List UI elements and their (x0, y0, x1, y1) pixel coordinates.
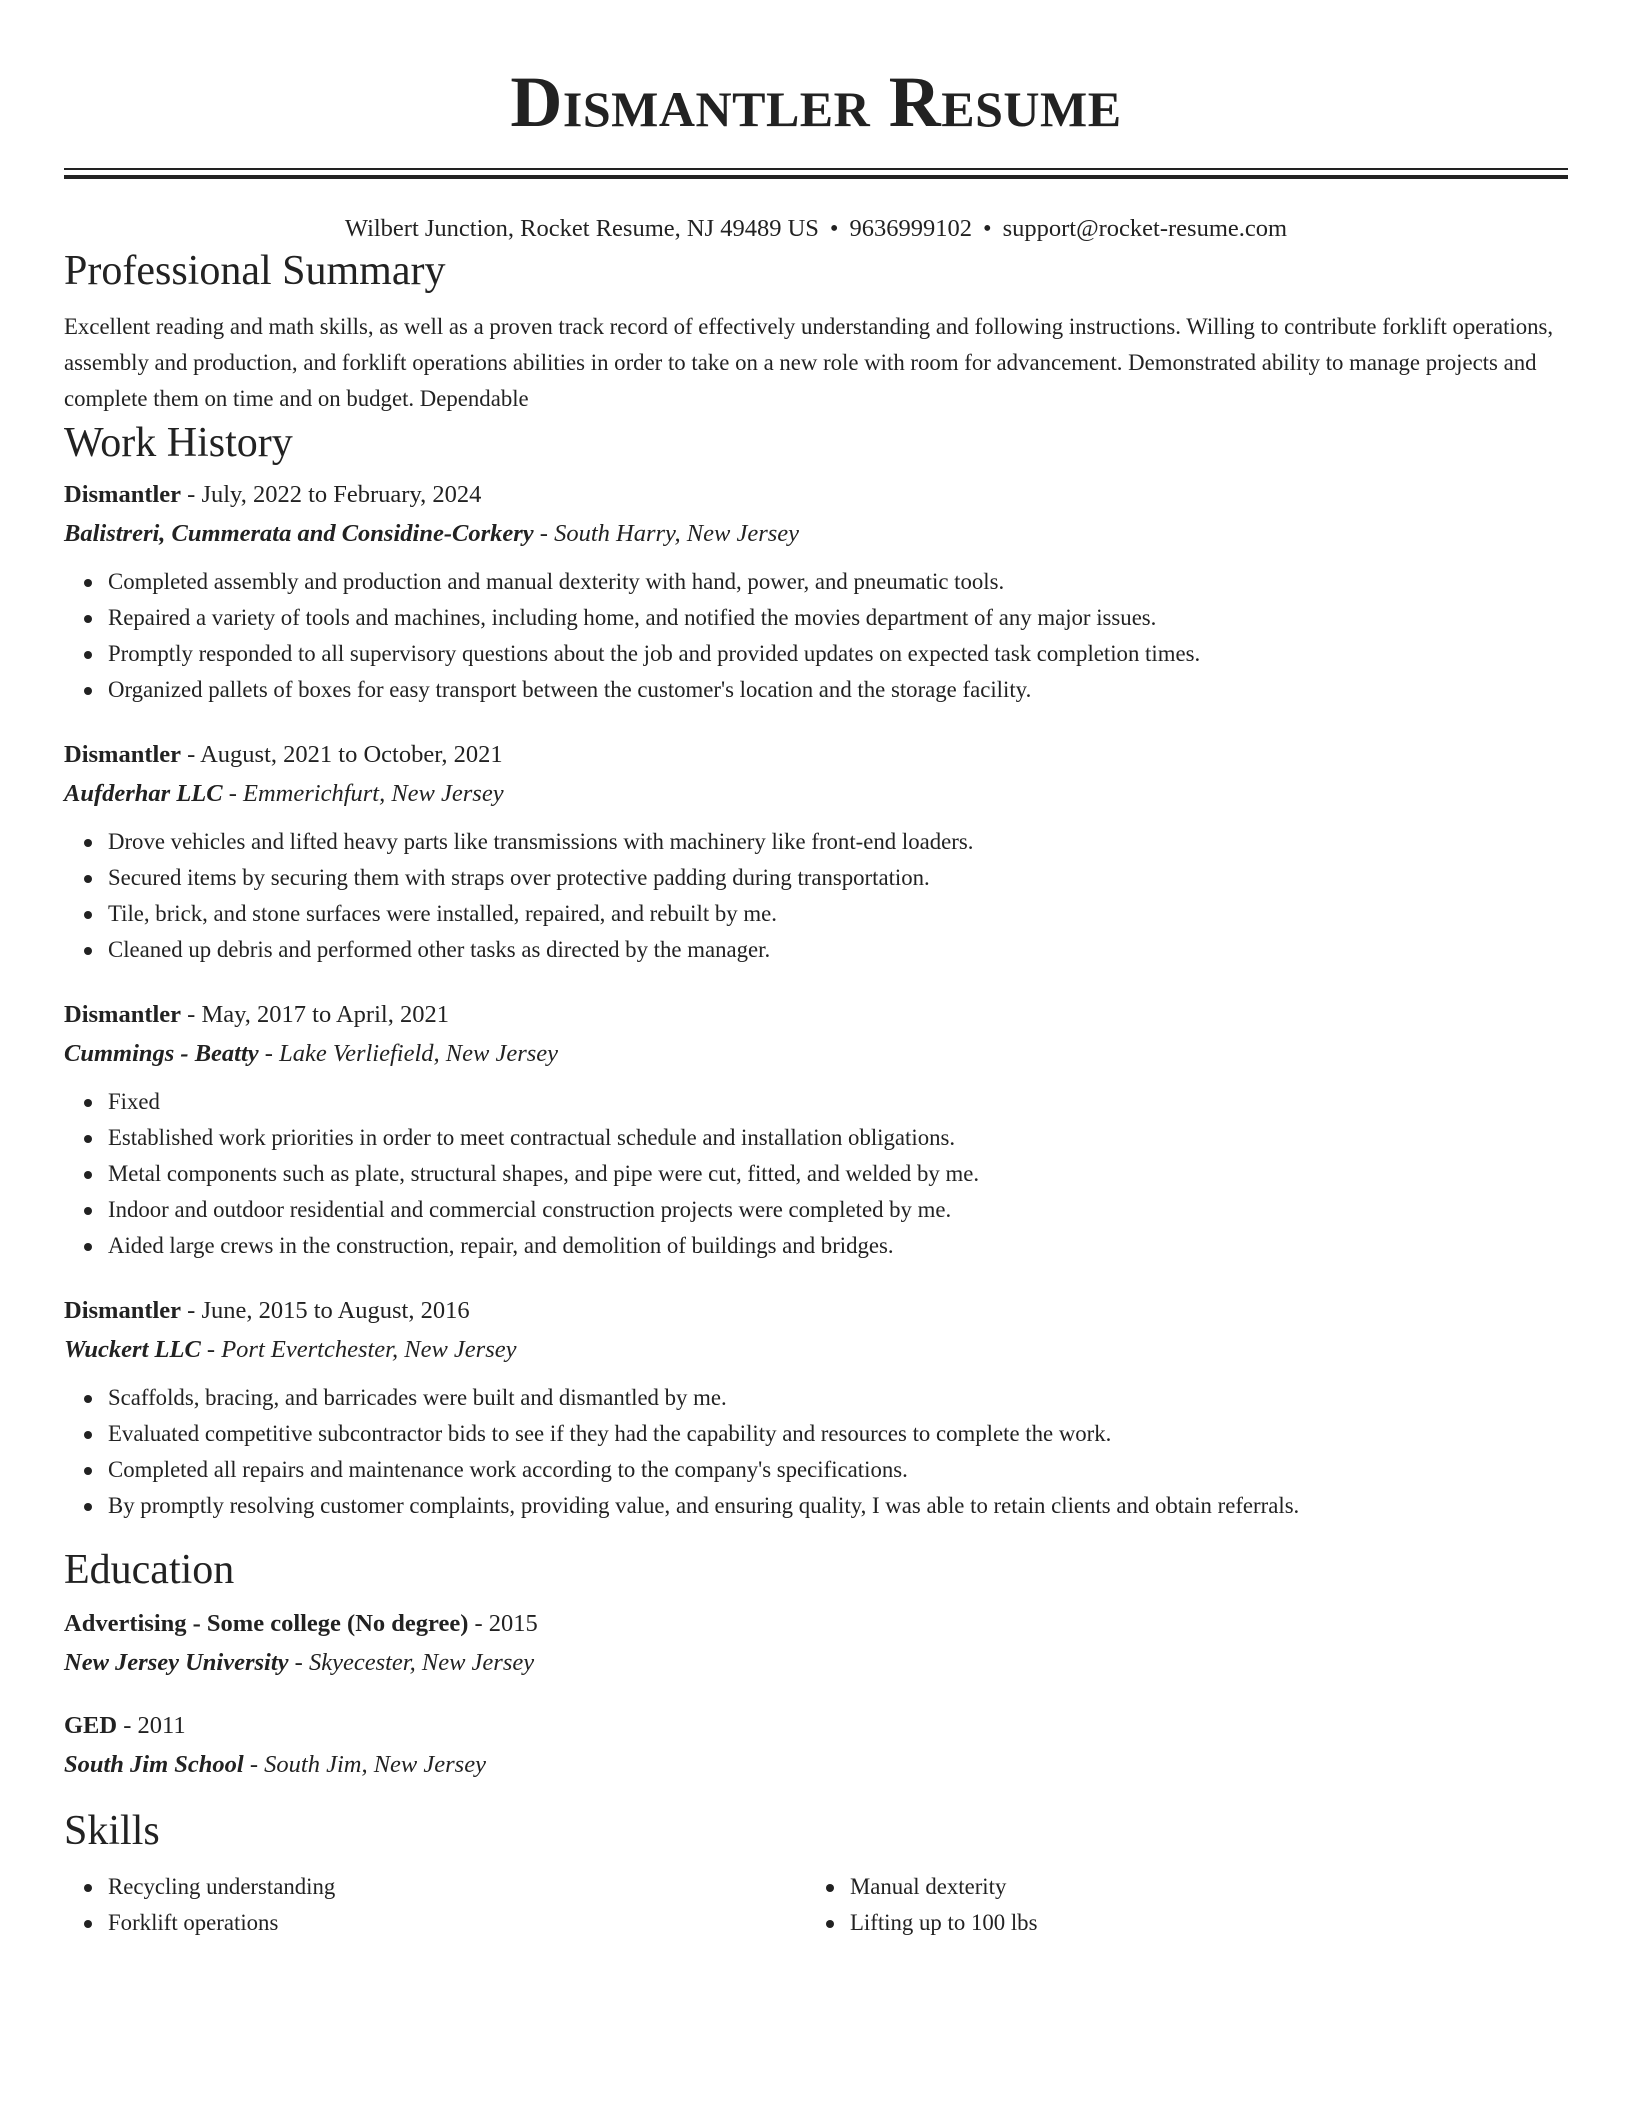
job-bullets (64, 824, 1568, 968)
resume-page (64, 0, 1568, 1941)
job-bullets (64, 1380, 1568, 1524)
job-bullet: Indoor and outdoor residential and commercial construction projects were completed by me. (108, 1192, 1568, 1228)
job-bullet: Drove vehicles and lifted heavy parts like transmissions with machinery like front-end loaders. (108, 824, 1568, 860)
job-bullet: By promptly resolving customer complaints, providing value, and ensuring quality, I was able to retain clients and obtain referrals. (108, 1488, 1568, 1524)
contact-separator: • (983, 215, 992, 242)
skills-list (64, 1869, 806, 1941)
job-bullet: Secured items by securing them with straps over protective padding during transportation. (108, 860, 1568, 896)
job-company-line (64, 1334, 1568, 1366)
job-entry (64, 1295, 1568, 1524)
resume-title: Dismantler Resume (510, 62, 1122, 142)
job-company-line (64, 778, 1568, 810)
job-location: - Lake Verliefield, New Jersey (258, 1040, 559, 1067)
title-divider-bottom (64, 175, 1568, 179)
education-year: - 2011 (117, 1712, 186, 1739)
education-heading: Education (64, 1547, 235, 1593)
job-title-line (64, 999, 1568, 1031)
job-title: Dismantler (64, 481, 182, 508)
summary-heading: Professional Summary (64, 248, 446, 294)
job-bullet: Tile, brick, and stone surfaces were installed, repaired, and rebuilt by me. (108, 896, 1568, 932)
job-company: Cummings - Beatty (64, 1040, 259, 1067)
education-school-line (64, 1647, 1568, 1679)
skills-list (806, 1869, 1548, 1941)
job-bullet: Established work priorities in order to meet contractual schedule and installation obligations. (108, 1120, 1568, 1156)
job-bullet: Metal components such as plate, structural shapes, and pipe were cut, fitted, and welded by me. (108, 1156, 1568, 1192)
job-entry (64, 479, 1568, 708)
skills-heading: Skills (64, 1808, 160, 1854)
education-entry (64, 1608, 1568, 1679)
skills-column-left (64, 1869, 806, 1941)
title-divider-top (64, 168, 1568, 170)
education-degree-line (64, 1608, 1568, 1640)
job-entry (64, 739, 1568, 968)
education-school: South Jim School (64, 1751, 244, 1778)
job-bullet: Cleaned up debris and performed other tasks as directed by the manager. (108, 932, 1568, 968)
job-dates: - August, 2021 to October, 2021 (181, 741, 503, 768)
job-company-line (64, 518, 1568, 550)
job-dates: - May, 2017 to April, 2021 (181, 1001, 449, 1028)
job-location: - South Harry, New Jersey (533, 520, 800, 547)
job-bullet: Scaffolds, bracing, and barricades were built and dismantled by me. (108, 1380, 1568, 1416)
job-bullet: Evaluated competitive subcontractor bids to see if they had the capability and resources to complete the work. (108, 1416, 1568, 1452)
education-degree: Advertising - Some college (No degree) (64, 1610, 469, 1637)
skill-item: Manual dexterity (850, 1869, 1548, 1905)
education-degree-line (64, 1710, 1568, 1742)
contact-address: Wilbert Junction, Rocket Resume, NJ 49489 US (344, 215, 819, 242)
job-title: Dismantler (64, 1001, 182, 1028)
job-title-line (64, 1295, 1568, 1327)
contact-line (64, 213, 1568, 245)
job-bullet: Promptly responded to all supervisory questions about the job and provided updates on expected task completion times. (108, 636, 1568, 672)
skill-item: Forklift operations (108, 1905, 806, 1941)
job-bullet: Completed assembly and production and manual dexterity with hand, power, and pneumatic tools. (108, 564, 1568, 600)
job-title-line (64, 739, 1568, 771)
job-title: Dismantler (64, 741, 182, 768)
job-bullet: Completed all repairs and maintenance work according to the company's specifications. (108, 1452, 1568, 1488)
education-year: - 2015 (468, 1610, 538, 1637)
education-degree: GED (64, 1712, 118, 1739)
job-dates: - June, 2015 to August, 2016 (181, 1297, 470, 1324)
contact-phone: 9636999102 (849, 215, 972, 242)
contact-email[interactable]: support@rocket-resume.com (1002, 215, 1288, 242)
education-location: - South Jim, New Jersey (243, 1751, 486, 1778)
job-bullet: Fixed (108, 1084, 1568, 1120)
job-company: Aufderhar LLC (64, 780, 223, 807)
job-company: Wuckert LLC (64, 1336, 201, 1363)
contact-separator: • (829, 215, 839, 242)
job-title-line (64, 479, 1568, 511)
job-bullet: Aided large crews in the construction, repair, and demolition of buildings and bridges. (108, 1228, 1568, 1264)
job-entry (64, 999, 1568, 1264)
job-bullets (64, 564, 1568, 708)
skill-item: Lifting up to 100 lbs (850, 1905, 1548, 1941)
education-entry (64, 1710, 1568, 1781)
job-dates: - July, 2022 to February, 2024 (181, 481, 482, 508)
job-bullets (64, 1084, 1568, 1264)
education-school-line (64, 1749, 1568, 1781)
education-location: - Skyecester, New Jersey (288, 1649, 535, 1676)
job-title: Dismantler (64, 1297, 182, 1324)
job-company-line (64, 1038, 1568, 1070)
job-bullet: Repaired a variety of tools and machines, including home, and notified the movies department of any major issues. (108, 600, 1568, 636)
job-location: - Port Evertchester, New Jersey (200, 1336, 517, 1363)
skill-item: Recycling understanding (108, 1869, 806, 1905)
skills-grid (64, 1869, 1568, 1941)
work-history-heading: Work History (64, 420, 293, 466)
job-location: - Emmerichfurt, New Jersey (222, 780, 504, 807)
job-company: Balistreri, Cummerata and Considine-Corkery (64, 520, 534, 547)
skills-column-right (806, 1869, 1548, 1941)
summary-text: Excellent reading and math skills, as well as a proven track record of effectively understanding and following instructions. Willing to contribute forklift operations, assembly and production, and forklift operations abilities in order to take on a new role with room for advancement. Demonstrated ability to manage projects and complete them on time and on budget. Dependable (64, 314, 1554, 411)
job-bullet: Organized pallets of boxes for easy transport between the customer's location and the storage facility. (108, 672, 1568, 708)
education-school: New Jersey University (64, 1649, 289, 1676)
